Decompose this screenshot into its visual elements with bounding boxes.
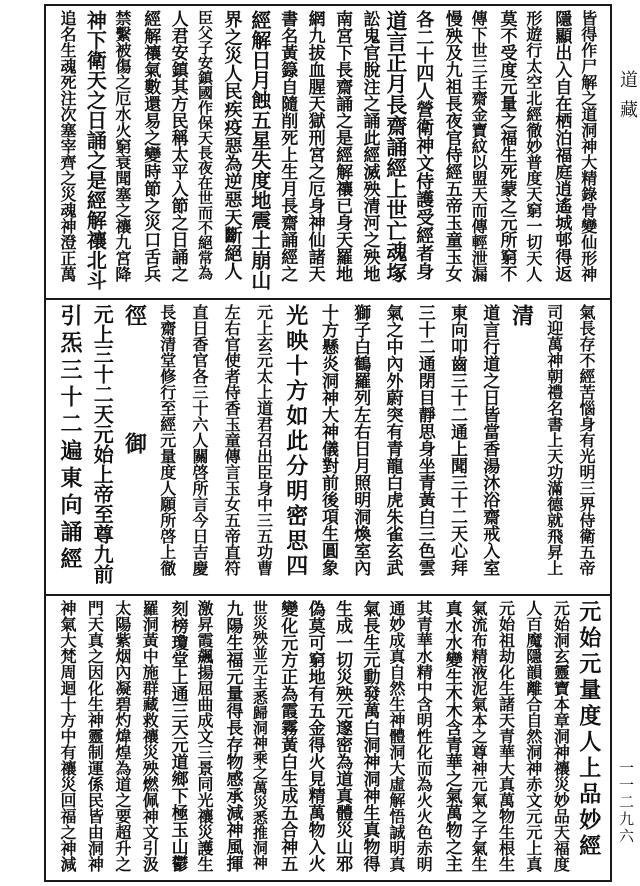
text-column: 元始洞玄靈寶本章洞神禳災妙品天福度 xyxy=(551,600,571,872)
text-column: 元始元量度人上品妙經 xyxy=(575,600,602,860)
text-column: 訟鬼官脫注之誦此經滅殃清河之殃地 xyxy=(359,10,380,282)
text-column: 羅洞黃中施群藏救禳災殃燃佩神文引汲 xyxy=(140,600,160,872)
text-column: 界之災人民疾疫惡為逆惡天斷絕人 xyxy=(221,10,243,280)
text-column: 經解禳氣數還易之變時節之災口舌兵 xyxy=(140,10,161,282)
text-column: 傳下世三壬齋金寶紋以盟天而傳輕泄漏 xyxy=(469,10,489,282)
text-column: 氣長存不經苦惱身有光明三界侍衛五帝 xyxy=(577,304,596,576)
text-column: 生成一切災殃元邃密為道真體災山邪 xyxy=(332,600,353,872)
text-column: 其青華水精中含明性化而為火火色赤明 xyxy=(414,600,434,872)
text-column: 偽莫可窮地有五金得火見精萬物入火 xyxy=(304,600,325,872)
text-column: 十方懸炎洞神大神儀對前後項生圓象 xyxy=(318,304,338,576)
text-panel-middle xyxy=(48,304,608,588)
panel-divider-upper xyxy=(44,298,612,300)
text-column: 門天真之因化生神靈制運係民皆由洞神 xyxy=(85,600,105,872)
text-column: 氣之中內外蔚突有青龍白虎朱雀玄武 xyxy=(382,304,403,576)
text-column: 左右官使者侍香玉童傳言玉女五帝直符 xyxy=(222,304,242,576)
text-column: 追名生魂死注次塞宰齊之災魂神澄正萬 xyxy=(58,10,77,282)
text-column: 慢殃及九祖長夜官侍經五帝玉童玉女 xyxy=(441,10,462,282)
text-column: 通妙成真自然生神體洞大虛解悟誠明真 xyxy=(386,600,406,872)
text-column: 氣流布精液泥氣本之尊神元氣之子氣生 xyxy=(469,600,489,872)
text-column: 真水水變生木木含青華之氣萬物之主 xyxy=(441,600,462,872)
text-column: 元上三十二天元始上帝至尊九前 xyxy=(90,304,115,584)
text-column: 氣長生元動發萬白洞神洞神生真物得 xyxy=(359,600,380,872)
canon-title-label: 道藏 xyxy=(617,70,638,130)
text-column: 徑御 xyxy=(121,304,148,560)
text-column: 各二十四人營衛神文侍護受經者身 xyxy=(413,10,435,280)
text-column: 神下衛天之日誦之是經解禳北斗 xyxy=(83,10,108,290)
text-column: 臣父子安鎮國作保天長夜在世而不絕常為 xyxy=(196,10,215,280)
text-column: 司迎萬神朝禮名書上天功滿德就飛昇上 xyxy=(544,304,564,576)
text-column: 道言正月長齋誦經上世亡魂塚 xyxy=(383,10,409,283)
text-column: 三十二通閉目靜思身坐青黃白三色雲 xyxy=(414,304,435,576)
text-column: 東向叩齒三十二通上聞三十二天心拜 xyxy=(447,304,467,576)
text-column: 直日香官各三十六人關啓所言今日吉慶 xyxy=(190,304,209,576)
text-column: 形遊行太空北經徹妙普度天窮一切天人 xyxy=(523,10,543,282)
text-column: 神氣大梵周迴十方中有禳災回福之神減 xyxy=(58,600,77,872)
text-column: 書名黃籙自隨削死上生月長齋誦經之 xyxy=(277,10,298,282)
text-column: 道言行道之日皆當香湯沐浴齋戒入室 xyxy=(479,304,500,576)
text-column: 經解日月蝕五星失度地震土崩山 xyxy=(247,10,272,290)
text-column: 獅子白鶴羅列左右日月照明洞煥室內 xyxy=(350,304,371,576)
text-column: 光映十方如此分明密思四 xyxy=(282,304,309,579)
text-column: 長齋清堂修行至經元量度人願所啓上徹 xyxy=(157,304,177,576)
text-column: 世災殃並元主悉歸洞神乘之萬災悉推洞神 xyxy=(250,600,269,870)
text-column: 元上玄元太上道君召出臣身中三五功曹 xyxy=(254,304,274,576)
text-column: 激昇霞飆揚屈曲成文三景同光禳災護生 xyxy=(195,600,215,872)
text-column: 隱顯出入自在栖泊福庭逍遙城邨得返 xyxy=(551,10,572,282)
text-column: 刻榜瓊堂上通三天元道鄉下極玉山鬱 xyxy=(167,600,188,872)
text-column: 網九拔血腥天獄刑宮之厄身神仙諸天 xyxy=(304,10,325,282)
text-column: 人百魔隱韻離合自然洞神赤文元元上真 xyxy=(523,600,543,872)
text-column: 人君安鎮其方民稱太平入節之日誦之 xyxy=(167,10,188,282)
text-column: 元始祖劫化生諸天青華大真萬物生根生 xyxy=(496,600,516,872)
text-column: 九陽生福元量得長存物感承減神風揮 xyxy=(222,600,243,872)
text-column: 南宮下長齋誦之是經解禳已身天羅地 xyxy=(332,10,353,282)
text-panel-lower xyxy=(48,600,608,878)
text-column: 清 xyxy=(508,304,535,558)
text-column: 禁繫被傷之厄水火窮衰聞塞之禳九宮降 xyxy=(112,10,132,282)
text-column: 引炁三十二遍東向誦經 xyxy=(57,304,83,574)
text-column: 變化元方正為霞霧黃白生成五合神五 xyxy=(277,600,298,872)
text-panel-upper xyxy=(48,10,608,294)
text-column: 皆得作尸解之道洞神大精錄骨變仙形神 xyxy=(578,10,598,282)
text-column: 太陽紫烟內凝碧灼煒煌為道之要超升之 xyxy=(112,600,132,872)
panel-divider-lower xyxy=(44,594,612,596)
page-number: 一一二九六 xyxy=(617,760,635,845)
text-column: 莫不受度元量之福生死蒙之元所窮不 xyxy=(496,10,517,282)
